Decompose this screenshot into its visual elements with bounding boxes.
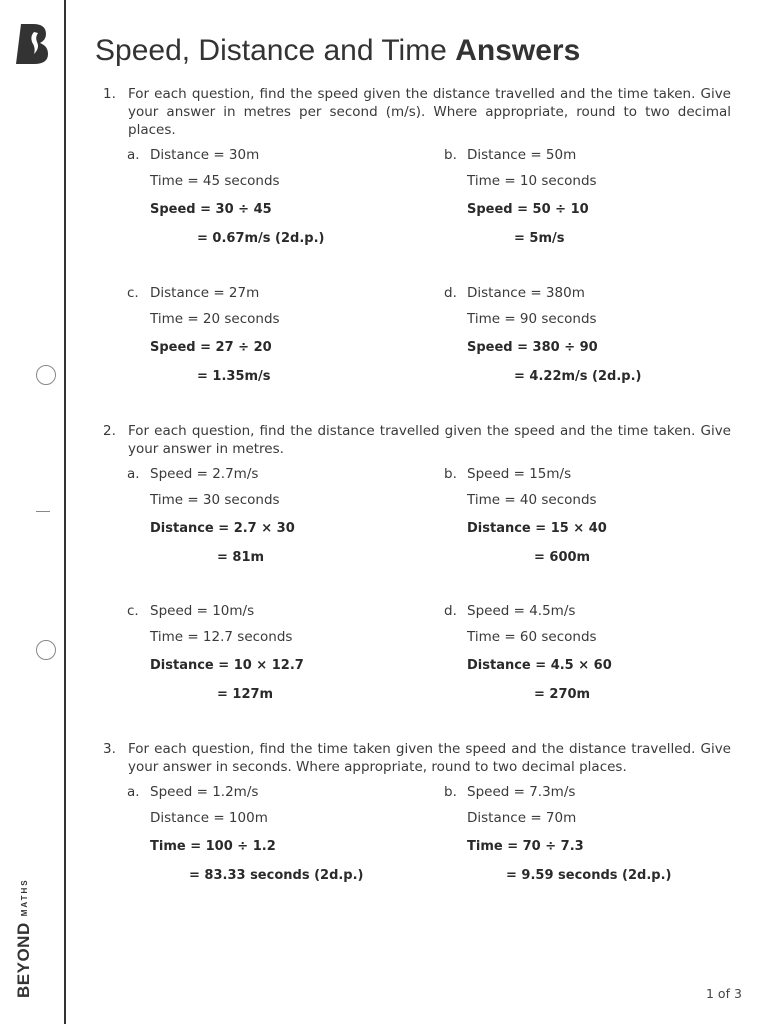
working: Speed = 30 ÷ 45 <box>150 202 272 217</box>
brand-small: MATHS <box>20 878 29 917</box>
given-1: Distance = 50m <box>467 147 577 163</box>
part-letter: b. <box>444 147 457 163</box>
given-1: Speed = 1.2m/s <box>150 784 259 800</box>
given-2: Time = 20 seconds <box>150 311 280 327</box>
given-1: Speed = 15m/s <box>467 466 572 482</box>
title-bold: Answers <box>455 34 581 67</box>
question-text: For each question, find the distance travelled given the speed and the time taken. Give your answer in metres. <box>128 423 731 457</box>
answer: = 127m <box>217 687 274 702</box>
answer: = 270m <box>534 687 591 702</box>
question-number: 3. <box>103 741 116 757</box>
part-letter: c. <box>127 603 139 619</box>
given-2: Distance = 70m <box>467 810 577 826</box>
page-title <box>95 34 580 68</box>
brand-big: BEYOND <box>14 922 33 998</box>
question-2 <box>103 422 731 458</box>
working: Distance = 10 × 12.7 <box>150 658 304 673</box>
question-3 <box>103 740 731 776</box>
part-letter: a. <box>127 147 140 163</box>
given-1: Distance = 380m <box>467 285 585 301</box>
question-text: For each question, find the speed given the distance travelled and the time taken. Give your answer in metres per second (m/s). Where appropriate, round to two decimal places. <box>128 86 731 138</box>
title-main: Speed, Distance and Time <box>95 34 447 67</box>
brand-wordmark <box>14 878 34 998</box>
part-letter: d. <box>444 285 457 301</box>
given-2: Distance = 100m <box>150 810 268 826</box>
answer: = 4.22m/s (2d.p.) <box>514 369 642 384</box>
answer: = 600m <box>534 550 591 565</box>
working: Distance = 4.5 × 60 <box>467 658 612 673</box>
given-2: Time = 30 seconds <box>150 492 280 508</box>
working: Speed = 50 ÷ 10 <box>467 202 589 217</box>
answer: = 9.59 seconds (2d.p.) <box>506 868 672 883</box>
part-letter: d. <box>444 603 457 619</box>
question-1 <box>103 85 731 139</box>
answer: = 1.35m/s <box>197 369 271 384</box>
answer: = 5m/s <box>514 231 565 246</box>
answer: = 0.67m/s (2d.p.) <box>197 231 325 246</box>
given-2: Time = 45 seconds <box>150 173 280 189</box>
given-2: Time = 10 seconds <box>467 173 597 189</box>
answer: = 81m <box>217 550 265 565</box>
given-1: Speed = 2.7m/s <box>150 466 259 482</box>
given-1: Speed = 4.5m/s <box>467 603 576 619</box>
question-number: 1. <box>103 86 116 102</box>
working: Time = 70 ÷ 7.3 <box>467 839 584 854</box>
working: Speed = 27 ÷ 20 <box>150 340 272 355</box>
fold-mark <box>36 511 50 512</box>
answer: = 83.33 seconds (2d.p.) <box>189 868 364 883</box>
part-letter: b. <box>444 466 457 482</box>
working: Speed = 380 ÷ 90 <box>467 340 598 355</box>
given-2: Time = 12.7 seconds <box>150 629 293 645</box>
beyond-logo-icon <box>16 22 50 64</box>
part-letter: c. <box>127 285 139 301</box>
given-1: Speed = 10m/s <box>150 603 255 619</box>
given-2: Time = 40 seconds <box>467 492 597 508</box>
part-letter: a. <box>127 784 140 800</box>
part-letter: a. <box>127 466 140 482</box>
given-1: Speed = 7.3m/s <box>467 784 576 800</box>
given-2: Time = 60 seconds <box>467 629 597 645</box>
punch-hole-bottom <box>36 640 56 660</box>
question-text: For each question, find the time taken given the speed and the distance travelled. Give your answer in seconds. Where appropriate, round to two decimal places. <box>128 741 731 775</box>
page-number: 1 of 3 <box>706 986 742 1001</box>
punch-hole-top <box>36 365 56 385</box>
working: Distance = 2.7 × 30 <box>150 521 295 536</box>
part-letter: b. <box>444 784 457 800</box>
working: Time = 100 ÷ 1.2 <box>150 839 276 854</box>
working: Distance = 15 × 40 <box>467 521 607 536</box>
margin-line <box>64 0 66 1024</box>
given-1: Distance = 30m <box>150 147 260 163</box>
given-1: Distance = 27m <box>150 285 260 301</box>
given-2: Time = 90 seconds <box>467 311 597 327</box>
question-number: 2. <box>103 423 116 439</box>
